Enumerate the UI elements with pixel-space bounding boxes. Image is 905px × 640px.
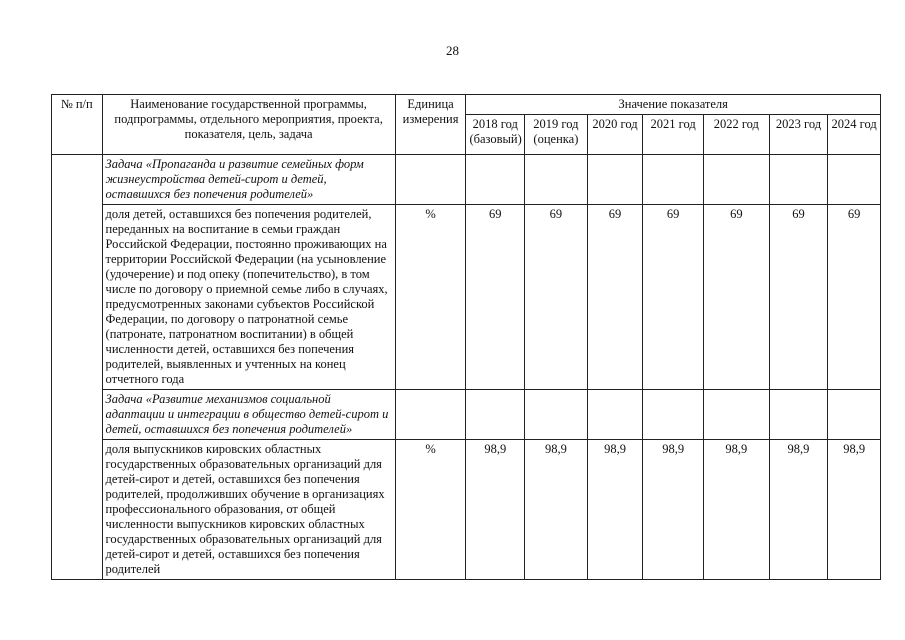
header-row-1 xyxy=(52,95,881,115)
empty-cell xyxy=(395,155,466,205)
table-row-indicator-2 xyxy=(52,440,881,580)
header-year-2024: 2024 год xyxy=(828,115,881,155)
value-2022: 98,9 xyxy=(703,440,769,580)
empty-cell xyxy=(525,390,588,440)
header-year-2020: 2020 год xyxy=(587,115,643,155)
empty-cell xyxy=(769,390,828,440)
value-2020: 69 xyxy=(587,205,643,390)
empty-cell xyxy=(587,155,643,205)
indicator-unit: % xyxy=(395,440,466,580)
header-year-2023: 2023 год xyxy=(769,115,828,155)
empty-cell xyxy=(703,155,769,205)
indicator-unit: % xyxy=(395,205,466,390)
value-2019: 69 xyxy=(525,205,588,390)
header-unit: Единица измерения xyxy=(395,95,466,155)
header-year-2019: 2019 год (оценка) xyxy=(525,115,588,155)
header-name: Наименование государственной программы, подпрограммы, отдельного мероприятия, проекта, показателя, цель, задача xyxy=(102,95,395,155)
value-2023: 98,9 xyxy=(769,440,828,580)
value-2024: 69 xyxy=(828,205,881,390)
empty-cell xyxy=(525,155,588,205)
value-2023: 69 xyxy=(769,205,828,390)
value-2021: 98,9 xyxy=(643,440,704,580)
empty-cell xyxy=(828,390,881,440)
row-number-cell xyxy=(52,155,103,580)
empty-cell xyxy=(643,390,704,440)
value-2019: 98,9 xyxy=(525,440,588,580)
task-name: Задача «Пропаганда и развитие семейных форм жизнеустройства детей-сирот и детей, оставшихся без попечения родителей» xyxy=(102,155,395,205)
empty-cell xyxy=(587,390,643,440)
empty-cell xyxy=(769,155,828,205)
header-year-2018: 2018 год (базовый) xyxy=(466,115,525,155)
empty-cell xyxy=(828,155,881,205)
header-no: № п/п xyxy=(52,95,103,155)
table-row-task-1 xyxy=(52,155,881,205)
page-number: 28 xyxy=(446,43,459,58)
table-row-indicator-1 xyxy=(52,205,881,390)
table-row-task-2 xyxy=(52,390,881,440)
value-2020: 98,9 xyxy=(587,440,643,580)
empty-cell xyxy=(395,390,466,440)
header-value: Значение показателя xyxy=(466,95,881,115)
empty-cell xyxy=(466,155,525,205)
indicator-name: доля детей, оставшихся без попечения родителей, переданных на воспитание в семьи граждан Российской Федерации, постоянно проживающих на территории Российской Федерации (на усыновление (удочерение) и под опеку (попечительство), в том числе по договору о приемной семье либо в случаях, предусмотренных законами субъектов Российской Федерации, по договору о патронатной семье (патронате, патронатном воспитании) в общей численности детей, оставшихся без попечения родителей, выявленных и учтенных на конец отчетного года xyxy=(102,205,395,390)
value-2018: 98,9 xyxy=(466,440,525,580)
header-year-2021: 2021 год xyxy=(643,115,704,155)
empty-cell xyxy=(643,155,704,205)
value-2018: 69 xyxy=(466,205,525,390)
header-year-2022: 2022 год xyxy=(703,115,769,155)
empty-cell xyxy=(466,390,525,440)
task-name: Задача «Развитие механизмов социальной адаптации и интеграции в общество детей-сирот и детей, оставшихся без попечения родителей» xyxy=(102,390,395,440)
indicator-name: доля выпускников кировских областных государственных образовательных организаций для детей-сирот и детей, оставшихся без попечения родителей, продолживших обучение в организациях профессионального образования, от общей численности выпускников кировских областных государственных образовательных организаций для детей-сирот и детей, оставшихся без попечения родителей xyxy=(102,440,395,580)
empty-cell xyxy=(703,390,769,440)
value-2024: 98,9 xyxy=(828,440,881,580)
indicators-table xyxy=(51,94,881,580)
value-2022: 69 xyxy=(703,205,769,390)
value-2021: 69 xyxy=(643,205,704,390)
